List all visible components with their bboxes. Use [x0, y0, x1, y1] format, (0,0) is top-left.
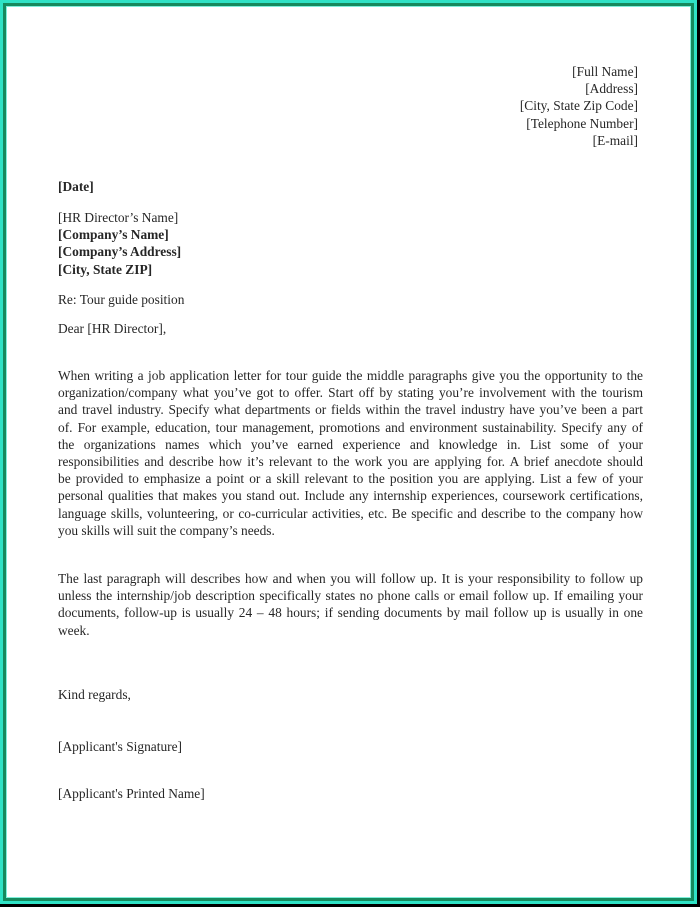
sender-telephone: [Telephone Number] — [526, 115, 638, 131]
recipient-hr-director-name: [HR Director’s Name] — [58, 210, 179, 225]
body-paragraph-2 — [58, 570, 643, 639]
paragraph-line: The last paragraph will describes how and when you will follow up. It is your responsibility to follow up — [58, 571, 643, 586]
paragraph-line: you skills will suit the company’s needs. — [58, 522, 275, 538]
paragraph-line: When writing a job application letter for tour guide the middle paragraphs give you the opportunity to the — [58, 368, 643, 383]
document-frame-edge — [6, 6, 691, 898]
body-paragraph-1 — [58, 367, 643, 539]
letter-date: [Date] — [58, 179, 94, 194]
letter-page — [7, 7, 690, 897]
recipient-city-state-zip: [City, State ZIP] — [58, 261, 153, 277]
document-frame-inner — [3, 3, 694, 901]
recipient-company-address: [Company’s Address] — [58, 244, 182, 260]
applicant-signature: [Applicant's Signature] — [58, 739, 183, 754]
paragraph-line: responsibilities and describe how it’s relevant to the work you are applying for. A brief anecdote should — [58, 454, 643, 470]
paragraph-line: language skills, volunteering, or co-curricular activities, etc. Be specific and describe to the company how — [58, 505, 643, 521]
salutation: Dear [HR Director], — [58, 321, 167, 336]
sender-email: [E-mail] — [592, 132, 638, 148]
subject-line: Re: Tour guide position — [58, 292, 185, 307]
sender-address: [Address] — [585, 81, 638, 97]
paragraph-line: documents, follow-up is usually 24 – 48 hours; if sending documents by mail follow up is usually in one — [58, 605, 643, 621]
recipient-company-name: [Company’s Name] — [58, 227, 169, 243]
paragraph-line: week. — [58, 622, 90, 638]
paragraph-line: of. For example, education, tour management, promotions and environment sustainability. Specify any of — [58, 419, 643, 435]
paragraph-line: organization/company what you’ve got to offer. Start off by stating you’re involvement with the tourism — [58, 385, 643, 401]
paragraph-line: personal qualities that makes you stand out. Include any internship experiences, coursework certifications, — [58, 488, 643, 504]
applicant-printed-name: [Applicant's Printed Name] — [58, 786, 205, 801]
recipient-block — [58, 209, 181, 278]
paragraph-line: be provided to emphasize a point or a skill relevant to the position you are applying. List a few of your — [58, 471, 643, 487]
paragraph-line: and travel industry. Specify what departments or fields within the travel industry have you’ve been a part — [58, 402, 643, 418]
closing: Kind regards, — [58, 687, 131, 702]
sender-block — [520, 63, 638, 149]
paragraph-line: unless the internship/job description specifically states no phone calls or email follow up. If emailing your — [58, 588, 643, 604]
sender-full-name: [Full Name] — [572, 64, 638, 79]
paragraph-line: the organizations names which you’ve earned experience and knowledge in. List some of your — [58, 436, 643, 452]
sender-city-state-zip: [City, State Zip Code] — [519, 98, 638, 114]
